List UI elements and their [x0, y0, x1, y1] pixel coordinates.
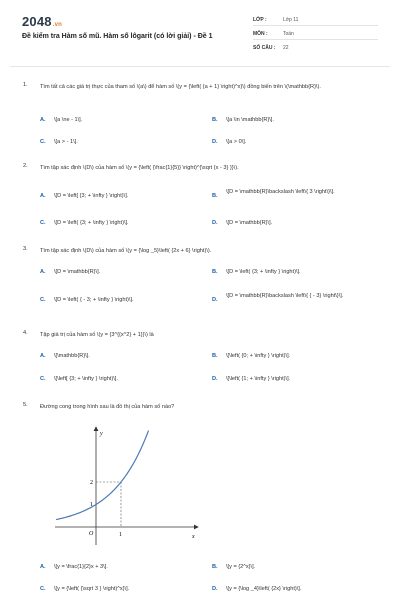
option-text: \[D = \left( {3; + \infty } \right)\].: [226, 269, 301, 275]
option-label: C.: [40, 220, 46, 226]
question-stem: Tìm tập xác định \(D\) của hàm số \(y = {\left( {\frac{1}{5}} \right)^{\sqrt {x - 3} }}\).: [40, 165, 239, 171]
option-label: B.: [212, 353, 218, 359]
option-label: C.: [40, 586, 46, 592]
option-text: \[D = \left( {3; + \infty } \right)\].: [54, 220, 129, 226]
question-stem: Tìm tất cả các giá trị thực của tham số \(a\) để hàm số \(y = {\left( {a + 1} \right)^x}\) đồng biến trên \(\mathbb{R}\).: [40, 84, 321, 90]
option-label: D.: [212, 220, 218, 226]
option-text: \[y = \frac{1}{2}x + 3\].: [54, 564, 108, 570]
origin-label: O: [89, 531, 94, 537]
option-label: B.: [212, 193, 218, 199]
option-text: \[\left( {0; + \infty } \right)\].: [226, 353, 291, 359]
divider: [253, 25, 378, 26]
header-divider: [10, 66, 390, 67]
option-text: \[\left( {1; + \infty } \right)\].: [226, 376, 291, 382]
option-label: B.: [212, 269, 218, 275]
option-text: \[\mathbb{R}\].: [54, 353, 90, 359]
tick-label-y-1: 1: [90, 502, 93, 508]
meta-value: 22: [283, 45, 289, 51]
option-text: \[a > 0\].: [226, 139, 247, 145]
function-curve: [56, 431, 149, 520]
question-number: 2.: [23, 163, 28, 169]
document-title: Đề kiểm tra Hàm số mũ. Hàm số lôgarit (có lời giải) - Đề 1: [22, 33, 213, 40]
option-text: \[D = \mathbb{R}\backslash \left\{ { - 3} \right\}\].: [226, 293, 344, 299]
question-number: 4.: [23, 330, 28, 336]
option-label: D.: [212, 139, 218, 145]
y-axis-label: y: [100, 431, 103, 437]
option-label: C.: [40, 376, 46, 382]
option-label: A.: [40, 193, 46, 199]
option-label: B.: [212, 117, 218, 123]
option-text: \[a > - 1\].: [54, 139, 78, 145]
question-number: 1.: [23, 82, 28, 88]
option-text: \[a \in \mathbb{R}\].: [226, 117, 274, 123]
option-label: C.: [40, 297, 46, 303]
option-text: \[y = {2^x}\].: [226, 564, 256, 570]
x-axis-label: x: [192, 534, 195, 540]
option-text: \[\left[ {3; + \infty } \right)\].: [54, 376, 118, 382]
option-text: \[y = {\log _4}\left( {2x} \right)\].: [226, 586, 302, 592]
question-stem: Đường cong trong hình sau là đồ thị của hàm số nào?: [40, 404, 175, 410]
option-text: \[D = \mathbb{R}\].: [226, 220, 273, 226]
option-label: A.: [40, 564, 46, 570]
option-label: A.: [40, 117, 46, 123]
question-number: 3.: [23, 246, 28, 252]
meta-key: LỚP :: [253, 17, 267, 23]
option-text: \[y = {\left( {\sqrt 3 } \right)^x}\].: [54, 586, 130, 592]
option-text: \[D = \mathbb{R}\].: [54, 269, 101, 275]
option-label: A.: [40, 353, 46, 359]
exponential-graph: [50, 420, 210, 550]
option-label: D.: [212, 376, 218, 382]
option-text: \[a \ne - 1\].: [54, 117, 83, 123]
meta-value: Lớp 11: [283, 17, 299, 23]
question-stem: Tìm tập xác định \(D\) của hàm số \(y = {\log _5}\left( {2x + 6} \right)\).: [40, 248, 212, 254]
option-text: \[D = \left[ {3; + \infty } \right)\].: [54, 193, 129, 199]
logo-suffix: .vn: [52, 22, 63, 28]
tick-label-y-2: 2: [90, 480, 93, 486]
meta-key: MÔN :: [253, 31, 268, 37]
option-text: \[D = \left( { - 3; + \infty } \right)\].: [54, 297, 134, 303]
question-number: 5.: [23, 402, 28, 408]
divider: [253, 39, 378, 40]
tick-label-x-1: 1: [119, 532, 122, 538]
logo-main: 2048: [22, 14, 52, 29]
option-label: B.: [212, 564, 218, 570]
option-label: D.: [212, 297, 218, 303]
meta-value: Toán: [283, 31, 294, 37]
meta-key: SỐ CÂU :: [253, 45, 276, 51]
option-label: A.: [40, 269, 46, 275]
option-text: \[D = \mathbb{R}\backslash \left\{ 3 \right\}\].: [226, 189, 335, 195]
question-stem: Tập giá trị của hàm số \(y = {3^{{x^2} + 1}}\) là: [40, 332, 154, 338]
option-label: C.: [40, 139, 46, 145]
site-logo[interactable]: [22, 14, 62, 29]
page-header: [0, 0, 400, 62]
option-label: D.: [212, 586, 218, 592]
